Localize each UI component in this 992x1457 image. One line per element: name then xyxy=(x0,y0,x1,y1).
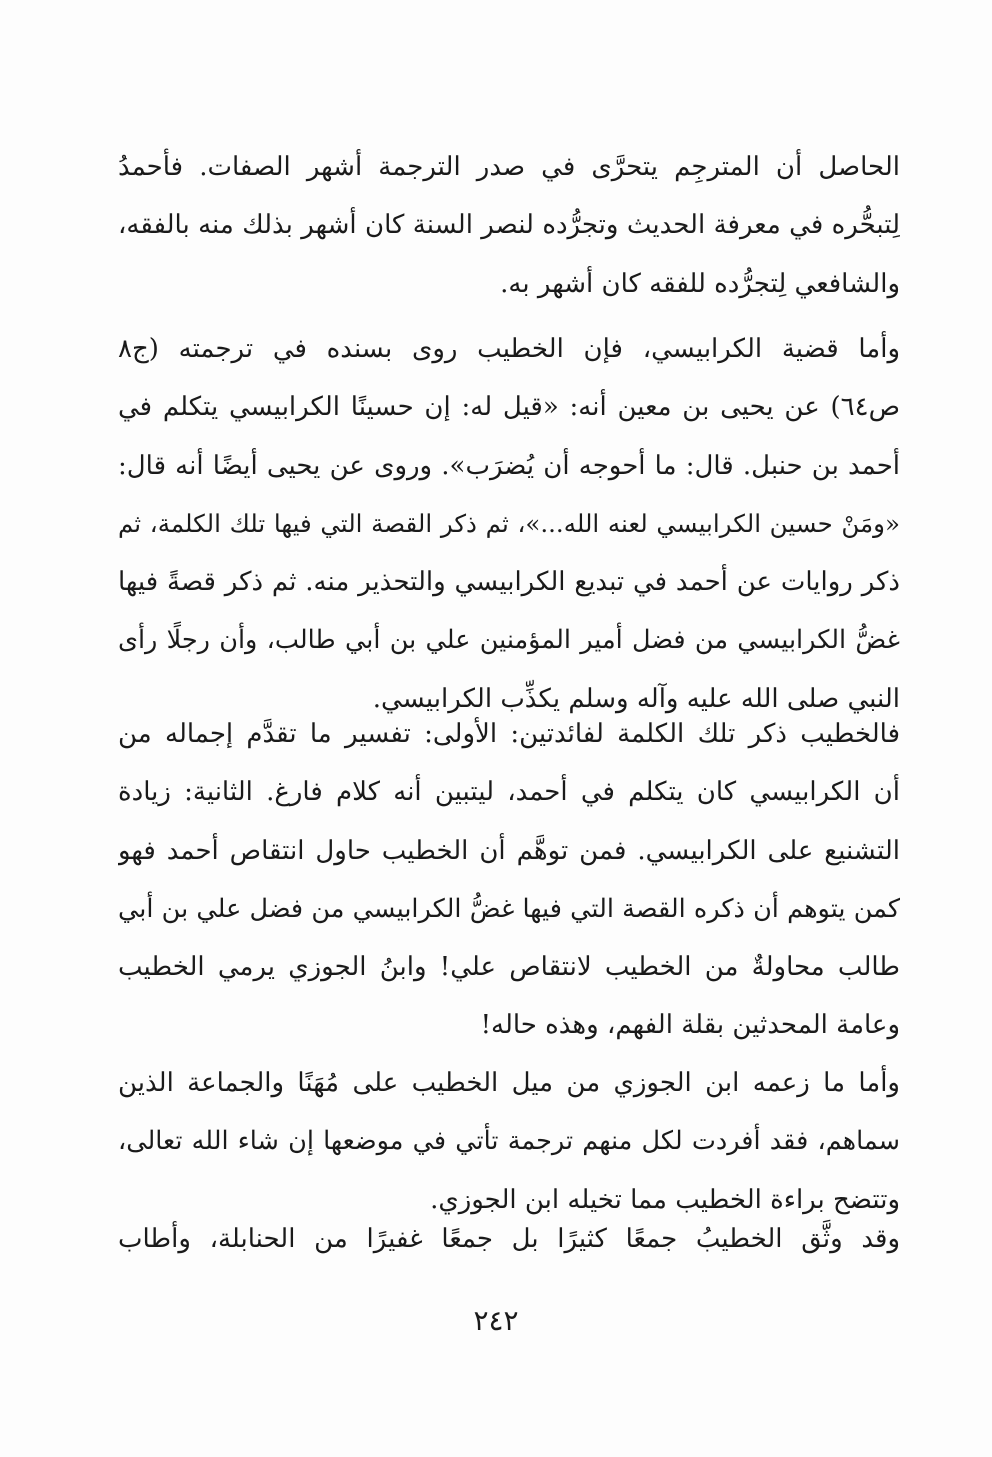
text-line: والشافعي لِتجرُّده للفقه كان أشهر به. xyxy=(500,268,900,299)
text-line: الحاصل أن المترجِم يتحرَّى في صدر الترجمة أشهر الصفات. فأحمدُ xyxy=(118,152,900,182)
paragraph-3 xyxy=(118,705,900,1055)
paragraph-1 xyxy=(118,138,900,313)
text-line: فالخطيب ذكر تلك الكلمة لفائدتين: الأولى: تفسير ما تقدَّم إجماله من xyxy=(118,719,900,749)
text-line: النبي صلى الله عليه وآله وسلم يكذِّب الكرابيسي. xyxy=(372,683,900,714)
text-line: كمن يتوهم أن ذكره القصة التي فيها غضُّ الكرابيسي من فضل علي بن أبي xyxy=(118,893,900,924)
text-line: وأما ما زعمه ابن الجوزي من ميل الخطيب على مُهَنًا والجماعة الذين xyxy=(118,1068,900,1098)
paragraph-4 xyxy=(118,1054,900,1229)
text-line: أحمد بن حنبل. قال: ما أحوجه أن يُضرَب». وروى عن يحيى أيضًا أنه قال: xyxy=(118,450,900,481)
text-line: سماهم، فقد أفردت لكل منهم ترجمة تأتي في موضعها إن شاء الله تعالى، xyxy=(118,1126,900,1157)
paragraph-5 xyxy=(118,1210,900,1268)
text-line: وأما قضية الكرابيسي، فإن الخطيب روى بسنده في ترجمته (ج٨ xyxy=(118,334,900,364)
text-line: ص٦٤) عن يحيى بن معين أنه: «قيل له: إن حسينًا الكرابيسي يتكلم في xyxy=(118,392,900,423)
text-line: وعامة المحدثين بقلة الفهم، وهذه حاله! xyxy=(480,1010,900,1041)
text-line: غضُّ الكرابيسي من فضل أمير المؤمنين علي بن أبي طالب، وأن رجلًا رأى xyxy=(118,625,900,656)
paragraph-2 xyxy=(118,320,900,728)
text-line: لِتبحُّره في معرفة الحديث وتجرُّده لنصر السنة كان أشهر بذلك منه بالفقه، xyxy=(118,210,900,241)
text-line: طالب محاولةٌ من الخطيب لانتقاص علي! وابنُ الجوزي يرمي الخطيب xyxy=(118,952,900,983)
text-line: أن الكرابيسي كان يتكلم في أحمد، ليتبين أنه كلام فارغ. الثانية: زيادة xyxy=(118,777,900,808)
text-line: ذكر روايات عن أحمد في تبديع الكرابيسي والتحذير منه. ثم ذكر قصةً فيها xyxy=(118,567,900,598)
text-line: التشنيع على الكرابيسي. فمن توهَّم أن الخطيب حاول انتقاص أحمد فهو xyxy=(118,835,900,866)
text-line: وتتضح براءة الخطيب مما تخيله ابن الجوزي. xyxy=(430,1184,900,1215)
text-line: وقد وثَّق الخطيبُ جمعًا كثيرًا بل جمعًا غفيرًا من الحنابلة، وأطاب xyxy=(118,1224,900,1254)
page-number: ٢٤٢ xyxy=(473,1304,519,1337)
text-line: «ومَنْ حسين الكرابيسي لعنه الله...»، ثم ذكر القصة التي فيها تلك الكلمة، ثم xyxy=(118,508,900,538)
